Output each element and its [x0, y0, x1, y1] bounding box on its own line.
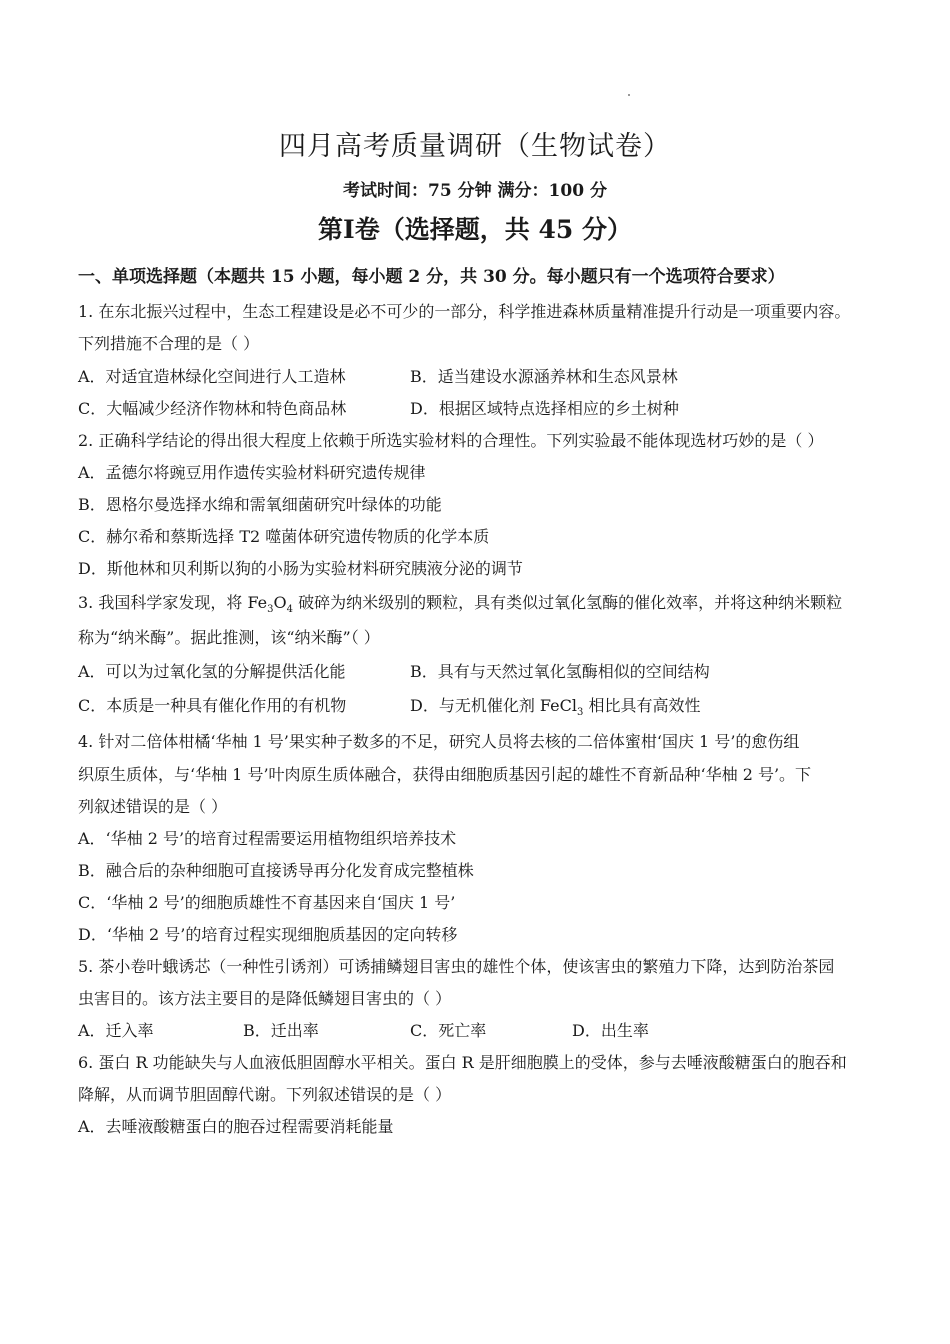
q1-stem-line1: 1. 在东北振兴过程中，生态工程建设是必不可少的一部分，科学推进森林质量精准提升行动是一项重要内容。: [78, 302, 851, 321]
q3-stem-line1: [78, 590, 842, 615]
q4-option-d: D．‘华柚 2 号’的培育过程实现细胞质基因的定向转移: [78, 925, 458, 944]
q1-stem-line2: 下列措施不合理的是（ ）: [78, 334, 260, 353]
q4-stem-line1: 4. 针对二倍体柑橘‘华柚 1 号’果实种子数多的不足，研究人员将去核的二倍体蜜柑‘国庆 1 号’的愈伤组: [78, 732, 800, 751]
q2-option-d: D．斯他林和贝利斯以狗的小肠为实验材料研究胰液分泌的调节: [78, 559, 523, 578]
q3-option-b: B．具有与天然过氧化氢酶相似的空间结构: [410, 662, 710, 681]
q3-option-d-subscript: 3: [576, 707, 584, 719]
q2-option-b: B．恩格尔曼选择水绵和需氧细菌研究叶绿体的功能: [78, 495, 442, 514]
q5-option-b: B．迁出率: [243, 1021, 319, 1040]
q5-option-a: A．迁入率: [78, 1021, 154, 1040]
q4-option-b: B．融合后的杂种细胞可直接诱导再分化发育成完整植株: [78, 861, 474, 880]
q4-stem-line3: 列叙述错误的是（ ）: [78, 797, 228, 816]
q3-option-d-post: 相比具有高效性: [583, 696, 701, 715]
part-one-heading: 一、单项选择题（本题共 15 小题，每小题 2 分，共 30 分。每小题只有一个选项符合要求）: [78, 267, 785, 287]
q5-stem-line1: 5. 茶小卷叶蛾诱芯（一种性引诱剂）可诱捕鳞翅目害虫的雄性个体，使该害虫的繁殖力下降，达到防治茶园: [78, 957, 835, 976]
q2-option-c: C．赫尔希和蔡斯选择 T2 噬菌体研究遗传物质的化学本质: [78, 527, 490, 546]
q3-oxygen: O: [273, 593, 287, 612]
scan-speck: [628, 94, 630, 96]
exam-title: 四月高考质量调研（生物试卷）: [279, 131, 671, 162]
q2-stem: 2. 正确科学结论的得出很大程度上依赖于所选实验材料的合理性。下列实验最不能体现选材巧妙的是（ ）: [78, 431, 824, 450]
q3-option-a: A．可以为过氧化氢的分解提供活化能: [78, 662, 346, 681]
q1-option-a: A．对适宜造林绿化空间进行人工造林: [78, 367, 346, 386]
q3-option-c: C．本质是一种具有催化作用的有机物: [78, 696, 347, 715]
q6-stem-line1: 6. 蛋白 R 功能缺失与人血液低胆固醇水平相关。蛋白 R 是肝细胞膜上的受体，参与去唾液酸糖蛋白的胞吞和: [78, 1053, 847, 1072]
q5-stem-line2: 虫害目的。该方法主要目的是降低鳞翅目害虫的（ ）: [78, 989, 452, 1008]
q3-o-subscript: 4: [286, 604, 294, 616]
q4-stem-line2: 织原生质体，与‘华柚 1 号’叶肉原生质体融合，获得由细胞质基因引起的雄性不育新品种‘华柚 2 号’。下: [78, 765, 812, 784]
q4-option-c: C．‘华柚 2 号’的细胞质雄性不育基因来自‘国庆 1 号’: [78, 893, 456, 912]
q5-option-d: D．出生率: [572, 1021, 649, 1040]
q3-stem-post: 破碎为纳米级别的颗粒，具有类似过氧化氢酶的催化效率，并将这种纳米颗粒: [293, 593, 843, 612]
q1-option-d: D．根据区域特点选择相应的乡土树种: [410, 399, 679, 418]
q1-option-c: C．大幅减少经济作物林和特色商品林: [78, 399, 347, 418]
q2-option-a: A．孟德尔将豌豆用作遗传实验材料研究遗传规律: [78, 463, 426, 482]
q3-stem-pre: 3. 我国科学家发现，将 Fe: [78, 593, 268, 612]
exam-info: 考试时间：75 分钟 满分：100 分: [343, 181, 607, 201]
q3-option-d: [410, 693, 700, 718]
q1-option-b: B．适当建设水源涵养林和生态风景林: [410, 367, 678, 386]
q6-option-a: A．去唾液酸糖蛋白的胞吞过程需要消耗能量: [78, 1117, 394, 1136]
q3-option-d-pre: D．与无机催化剂 FeCl: [410, 696, 577, 715]
q4-option-a: A．‘华柚 2 号’的培育过程需要运用植物组织培养技术: [78, 829, 457, 848]
q5-option-c: C．死亡率: [410, 1021, 487, 1040]
q3-stem-line2: 称为“纳米酶”。据此推测，该“纳米酶”（ ）: [78, 628, 380, 647]
q6-stem-line2: 降解，从而调节胆固醇代谢。下列叙述错误的是（ ）: [78, 1085, 452, 1104]
section-title: 第Ⅰ卷（选择题，共 45 分）: [318, 215, 632, 244]
q3-fe-subscript: 3: [267, 604, 274, 616]
